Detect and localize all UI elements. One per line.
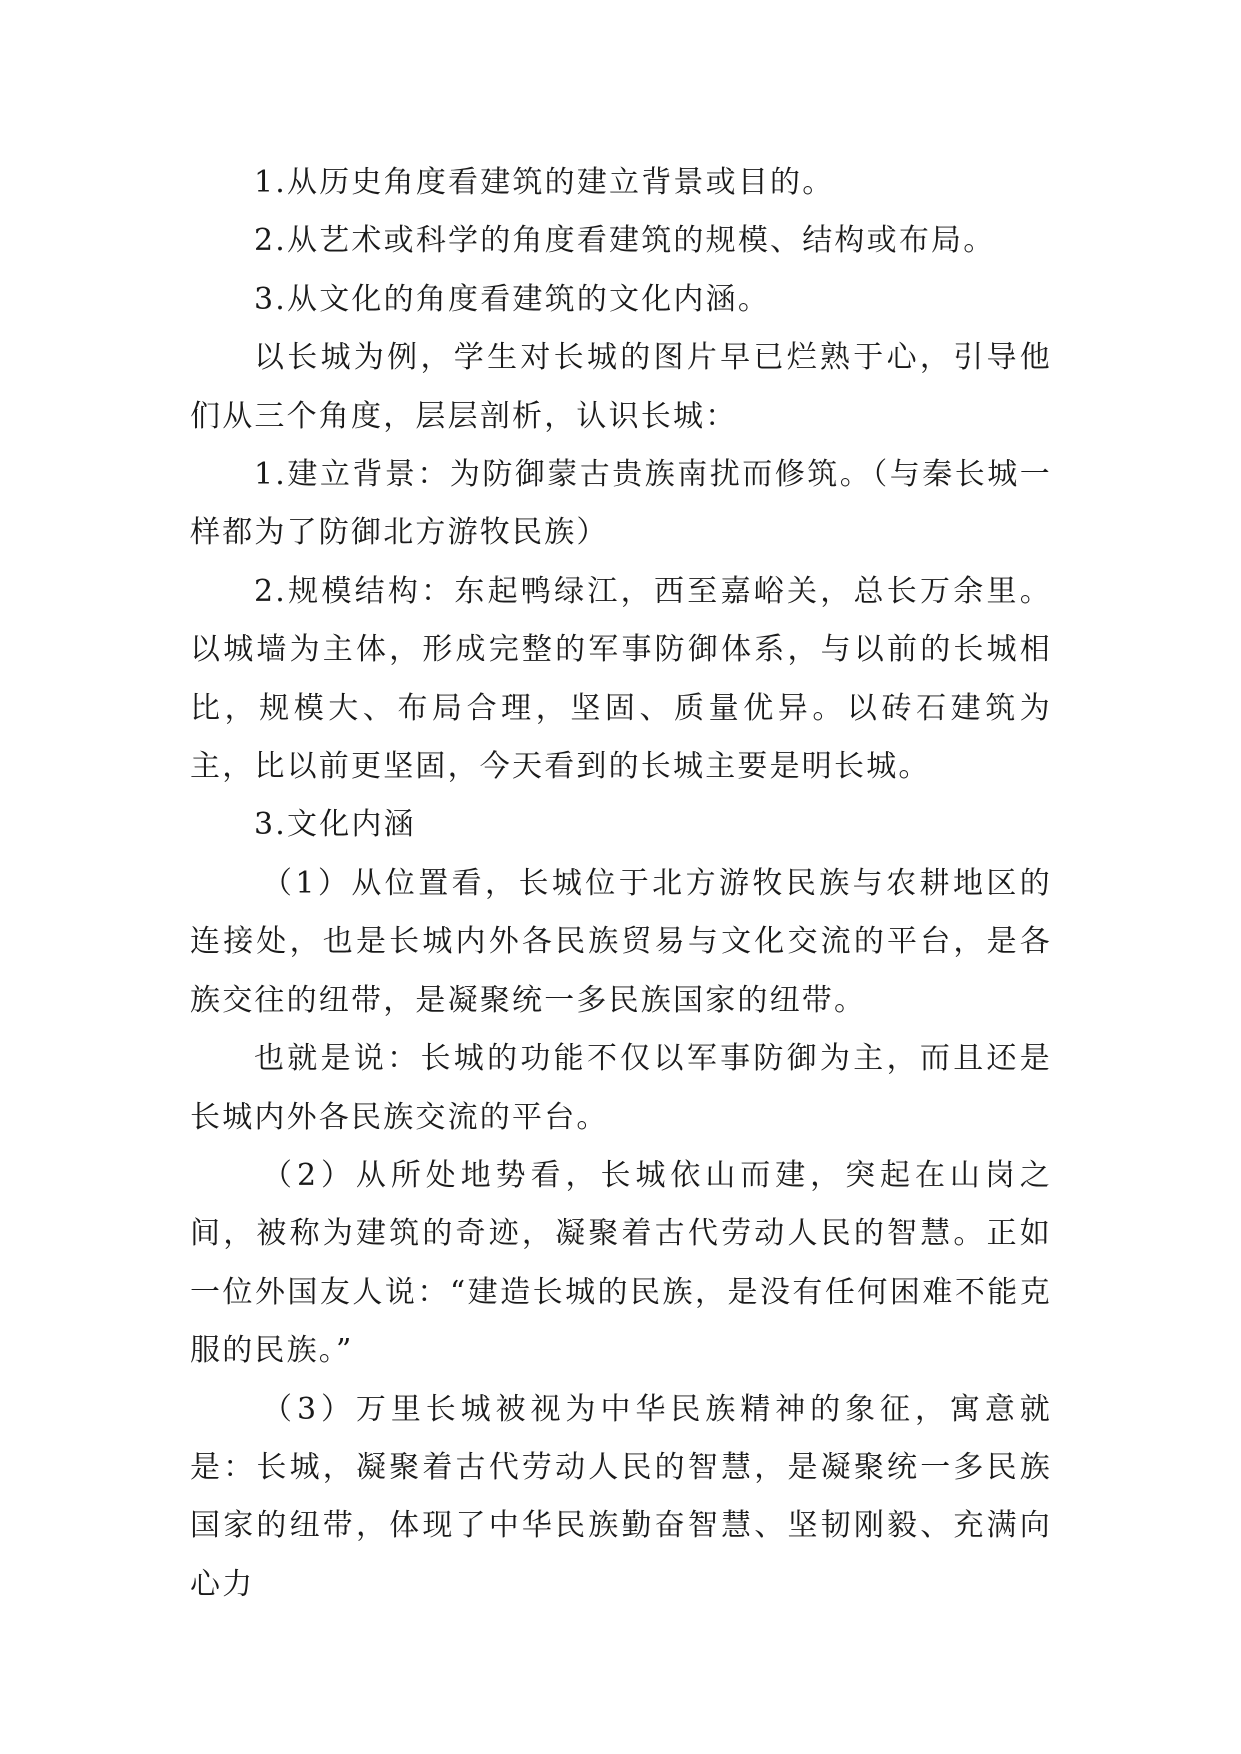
paragraph-cultural-heading: 3.文化内涵 <box>254 807 416 843</box>
paragraph-point-2: （2）从所处地势看，长城依山而建，突起在山岗之间，被称为建筑的奇迹，凝聚着古代劳动人民的智慧。正如一位外国友人说：“建造长城的民族，是没有任何困难不能克服的民族。” <box>190 1157 1052 1369</box>
paragraph-point-3: （3）万里长城被视为中华民族精神的象征，寓意就是：长城，凝聚着古代劳动人民的智慧，是凝聚统一多民族国家的纽带，体现了中华民族勤奋智慧、坚韧刚毅、充满向心力 <box>190 1391 1052 1602</box>
paragraph-scale-structure: 2.规模结构：东起鸭绿江，西至嘉峪关，总长万余里。以城墙为主体，形成完整的军事防御体系，与以前的长城相比，规模大、布局合理，坚固、质量优异。以砖石建筑为主，比以前更坚固，今天看到的长城主要是明长城。 <box>190 573 1052 785</box>
paragraph-method-2: 2.从艺术或科学的角度看建筑的规模、结构或布局。 <box>254 223 996 259</box>
paragraph-point-1: （1）从位置看，长城位于北方游牧民族与农耕地区的连接处，也是长城内外各民族贸易与文化交流的平台，是各族交往的纽带，是凝聚统一多民族国家的纽带。 <box>190 865 1052 1018</box>
document-body <box>190 154 1052 1614</box>
paragraph-great-wall-intro: 以长城为例，学生对长城的图片早已烂熟于心，引导他们从三个角度，层层剖析，认识长城： <box>190 340 1052 434</box>
paragraph-method-3: 3.从文化的角度看建筑的文化内涵。 <box>254 281 771 317</box>
paragraph-background: 1.建立背景：为防御蒙古贵族南扰而修筑。（与秦长城一样都为了防御北方游牧民族） <box>190 457 1052 551</box>
paragraph-method-1: 1.从历史角度看建筑的建立背景或目的。 <box>254 165 835 200</box>
paragraph-summary: 也就是说：长城的功能不仅以军事防御为主，而且还是长城内外各民族交流的平台。 <box>190 1041 1052 1135</box>
